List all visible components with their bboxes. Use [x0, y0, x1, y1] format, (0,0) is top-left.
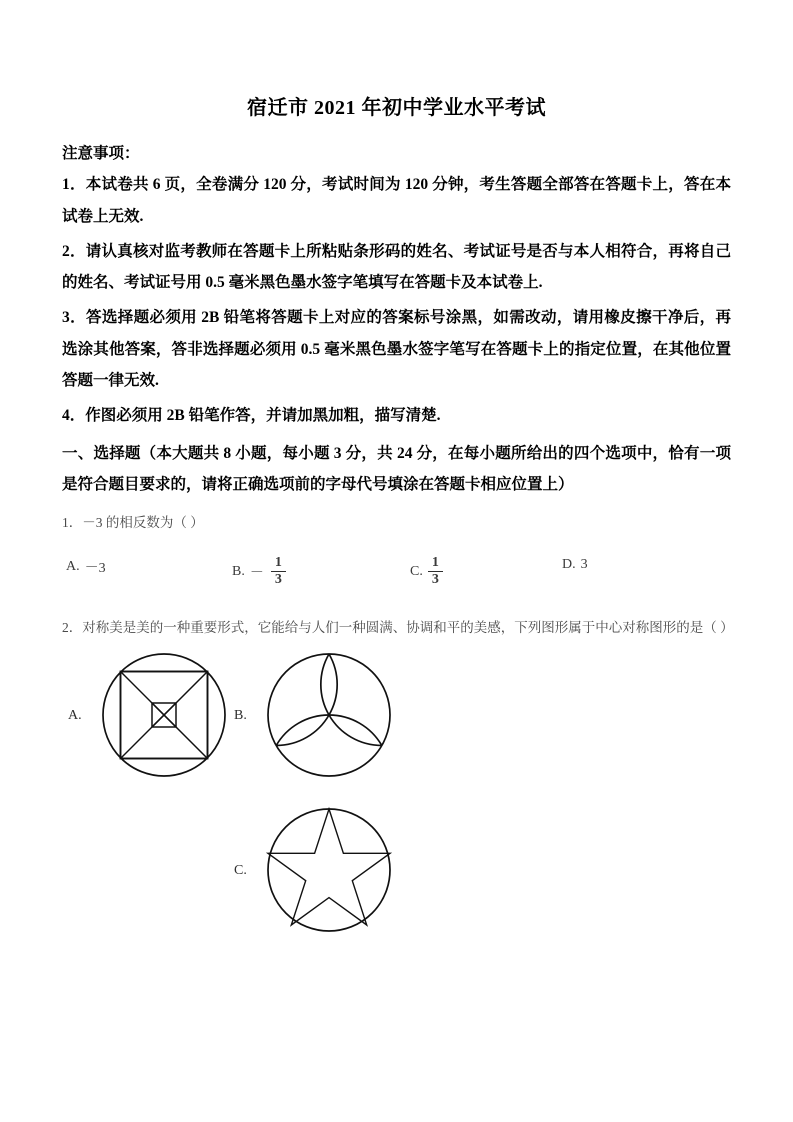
notice-item-2: 2．请认真核对监考教师在答题卡上所粘贴条形码的姓名、考试证号是否与本人相符合，再将自己的姓名、考试证号用 0.5 毫米黑色墨水签字笔填写在答题卡及本试卷上.: [62, 242, 731, 292]
option-a-value: －3: [84, 560, 106, 576]
option-b-fraction: [271, 556, 286, 588]
option-c-numerator: 1: [431, 554, 439, 570]
option-d-label: D.: [562, 556, 576, 572]
question-2-option-b-label: B.: [234, 707, 247, 723]
question-1-option-b[interactable]: [232, 554, 286, 589]
option-d-value: 3: [580, 556, 588, 572]
page-title: 宿迁市 2021 年初中学业水平考试: [247, 97, 546, 119]
notice-item-3: 3．答选择题必须用 2B 铅笔将答题卡上对应的答案标号涂黑，如需改动，请用橡皮擦干净后，再选涂其他答案，答非选择题必须用 0.5 毫米黑色墨水签字笔写在答题卡上的指定位置，在其他位置答题一律无效.: [62, 309, 731, 390]
question-2-figure-options: [62, 651, 731, 956]
question-1-option-c[interactable]: [410, 554, 443, 589]
circle-with-five-pointed-star-icon: [265, 806, 393, 934]
question-2-option-c-label: C.: [234, 862, 247, 878]
section-heading-multiple-choice: 一、选择题（本大题共 8 小题，每小题 3 分，共 24 分，在每小题所给出的四个选项中，恰有一项是符合题目要求的，请将正确选项前的字母代号填涂在答题卡相应位置上）: [62, 444, 731, 493]
notice-heading: 注意事项：: [62, 145, 140, 162]
question-2-option-b[interactable]: [265, 651, 393, 779]
option-c-fraction: [428, 556, 443, 588]
question-2-stem: 2．对称美是美的一种重要形式，它能给与人们一种圆满、协调和平的美感，下列图形属于中心对称图形的是（ ）: [62, 619, 734, 635]
option-c-label: C.: [410, 564, 423, 580]
option-a-label: A.: [66, 558, 80, 574]
option-c-denominator: 3: [431, 572, 439, 588]
option-b-sign: －: [249, 566, 264, 582]
question-2-option-a[interactable]: [100, 651, 228, 779]
circle-with-three-petal-triquetra-icon: [265, 651, 393, 779]
option-b-denominator: 3: [274, 572, 282, 588]
circle-with-inscribed-square-pinwheel-icon: [100, 651, 228, 779]
option-b-label: B.: [232, 564, 245, 580]
notice-item-4: 4．作图必须用 2B 铅笔作答，并请加黑加粗，描写清楚.: [62, 407, 441, 425]
question-1-options: [62, 543, 731, 599]
option-b-numerator: 1: [274, 554, 282, 570]
question-2-option-a-label: A.: [68, 707, 82, 723]
question-1-stem: 1．－3 的相反数为（ ）: [62, 515, 204, 531]
notice-item-1: 1．本试卷共 6 页，全卷满分 120 分，考试时间为 120 分钟，考生答题全部答在答题卡上，答在本试卷上无效.: [62, 176, 731, 225]
question-1-option-a[interactable]: [66, 557, 106, 577]
question-1-option-d[interactable]: [562, 557, 588, 573]
question-2-option-c[interactable]: [265, 806, 393, 934]
